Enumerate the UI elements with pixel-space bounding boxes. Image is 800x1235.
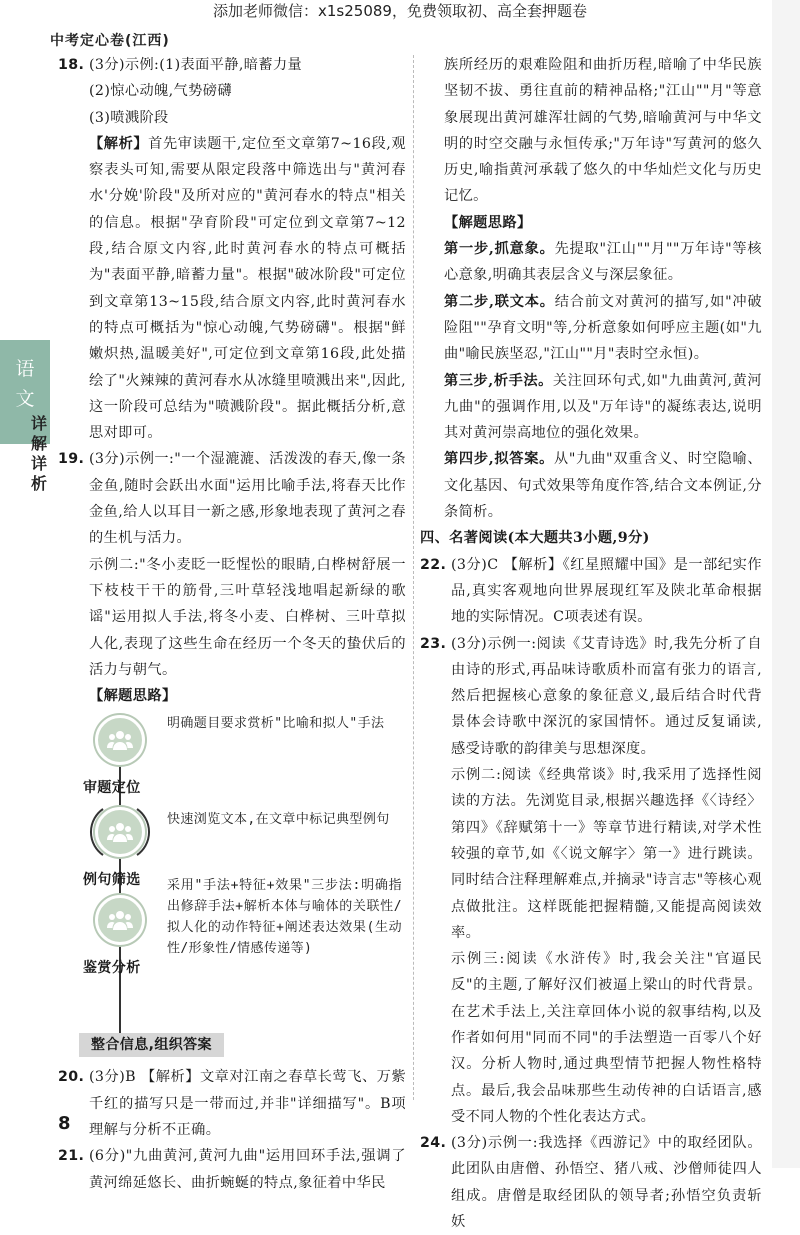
question-21-continued: 族所经历的艰难险阻和曲折历程,暗喻了中华民族坚韧不拔、勇往直前的精神品格;"江山""月"等意象展现出黄河雄浑壮阔的气势,暗喻黄河与中华文明的时空交融与永恒传承;"万年诗"写黄河的悠久历史,喻指黄河承载了悠久的中华灿烂文化与历史记忆。 (444, 57, 762, 205)
flow-stage (89, 801, 151, 863)
example-2: 示例二:阅读《经典常谈》时,我采用了选择性阅读的方法。先浏览目录,根据兴趣选择《〈诗经〉第四》《辞赋第十一》等章节进行精读,对学术性较强的章节,如《〈说文解字〉第一》进行跳读。同时结合注释理解难点,并摘录"诗言志"等核心观点做批注。这样既能把握精髓,又能提高阅读效率。 (451, 767, 762, 941)
example-1: (3分)示例一:阅读《艾青诗选》时,我先分析了自由诗的形式,再品味诗歌质朴而富有张力的语言,然后把握核心意象的象征意义,最后结合时代背景体会诗歌中深沉的家国情怀。通过反复诵读,感受诗歌的韵律美与思想深度。 (451, 635, 762, 757)
question-text: (3分)C 【解析】《红星照耀中国》是一部纪实作品,真实客观地向世界展现红军及陕北革命根据地的实际情况。C项表述有误。 (451, 556, 762, 626)
question-number: 18. (58, 57, 85, 73)
question-number: 24. (420, 1135, 447, 1152)
question-19 (58, 446, 406, 709)
question-24 (420, 1130, 762, 1235)
flow-stage-label: 审题定位 (83, 780, 141, 797)
page-header-title: 中考定心卷(江西) (50, 33, 170, 49)
question-22 (420, 552, 762, 631)
column-divider (413, 55, 414, 1100)
flow-stage-desc: 明确题目要求赏析"比喻和拟人"手法 (167, 716, 385, 732)
question-21 (58, 1143, 406, 1196)
question-number: 19. (58, 451, 85, 468)
group-icon (95, 895, 145, 945)
question-number: 20. (58, 1069, 85, 1086)
thinking-label: 【解题思路】 (89, 688, 177, 705)
flow-final-step: 整合信息,组织答案 (79, 1033, 224, 1057)
step-3: 第三步,析手法。关注回环句式,如"九曲黄河,黄河九曲"的强调作用,以及"万年诗"的凝练表达,说明其对黄河崇高地位的强化效果。 (444, 372, 763, 442)
example-3: 示例三:阅读《水浒传》时,我会关注"官逼民反"的主题,了解好汉们被逼上梁山的时代背景。在艺术手法上,关注章回体小说的叙事结构,以及作者如何用"同而不同"的手法塑造一百零八个好汉。分析人物时,通过典型情节把握人物性格特点。最后,我会品味那些生动传神的白话语言,感受不同人物的个性化表达方式。 (451, 951, 762, 1125)
question-number: 21. (58, 1148, 85, 1165)
question-text: (6分)"九曲黄河,黄河九曲"运用回环手法,强调了黄河绵延悠长、曲折蜿蜒的特点,象征着中华民 (89, 1148, 406, 1191)
answer-line: (3)喷溅阶段 (89, 109, 169, 126)
analysis (89, 131, 406, 447)
question-text: (3分)B 【解析】文章对江南之春草长莺飞、万紫千红的描写只是一带而过,并非"详细描写"。B项理解与分析不正确。 (89, 1069, 406, 1139)
question-23 (420, 631, 762, 1131)
flow-stage-label: 例句筛选 (83, 872, 141, 889)
analysis-label: 【解析】 (89, 135, 149, 152)
question-number: 22. (420, 556, 447, 573)
step-4: 第四步,拟答案。从"九曲"双重含义、时空隐喻、文化基因、句式效果等角度作答,结合文本例证,分条简析。 (444, 451, 762, 521)
subject-char-1: 语 (15, 358, 35, 380)
right-column (420, 52, 762, 1235)
flow-stage-desc: 快速浏览文本,在文章中标记典型例句 (167, 812, 390, 828)
flow-stage-desc: 采用"手法+特征+效果"三步法:明确指出修辞手法+解析本体与喻体的关联性/拟人化的动作特征+阐述表达效果(生动性/形象性/情感传递等) (167, 878, 402, 957)
question-text: (3分)示例一:我选择《西游记》中的取经团队。此团队由唐僧、孙悟空、猪八戒、沙僧师徒四人组成。唐僧是取经团队的领导者;孙悟空负责斩妖 (451, 1135, 762, 1231)
thinking-label: 【解题思路】 (444, 214, 532, 231)
question-20 (58, 1064, 406, 1143)
step-1: 第一步,抓意象。先提取"江山""月""万年诗"等核心意象,明确其表层含义与深层象征。 (444, 241, 762, 284)
subject-char-2: 文 (15, 388, 35, 410)
flow-stage (89, 709, 151, 771)
group-icon (95, 715, 145, 765)
left-column (58, 52, 406, 1196)
analysis-text: 首先审读题干,定位至文章第7~16段,观察表头可知,需要从限定段落中筛选出与"黄河春水'分娩'阶段"及所对应的"黄河春水的特点"相关的信息。根据"孕育阶段"可定位到文章第7~12段,结合原文内容,此时黄河春水的特点可概括为"表面平静,暗蓄力量"。根据"破冰阶段"可定位到文章第13~15段,结合原文内容,此时黄河春水的特点可概括为"惊心动魄,气势磅礴"。根据"鲜嫩炽热,温暖美好",可定位到文章第16段,此处描绘了"火辣辣的黄河春水从冰缝里喷溅出来",因此,这一阶段可总结为"喷溅阶段"。据此概括分析,意思对即可。 (89, 135, 406, 442)
flow-stage (89, 889, 151, 951)
answer-line: (2)惊心动魄,气势磅礴 (89, 83, 232, 100)
page-edge (772, 0, 800, 1168)
section-label: 详 解 详 析 (30, 414, 47, 493)
answer-line: (3分)示例:(1)表面平静,暗蓄力量 (89, 57, 303, 73)
page-number: 8 (58, 1113, 71, 1134)
question-18 (58, 52, 406, 446)
example-2: 示例二:"冬小麦眨一眨惺忪的眼睛,白桦树舒展一下枝枝干干的筋骨,三叶草轻浅地唱起新绿的歌谣"运用拟人手法,将冬小麦、白桦树、三叶草拟人化,表现了这些生命在经历一个冬天的蛰伏后的活力与朝气。 (89, 556, 406, 678)
promo-banner: 添加老师微信：x1s25089，免费领取初、高全套押题卷 (213, 2, 587, 20)
flow-stage-label: 鉴赏分析 (83, 960, 141, 977)
section-heading: 四、名著阅读(本大题共3小题,9分) (420, 530, 650, 547)
example-1: (3分)示例一:"一个湿漉漉、活泼泼的春天,像一条金鱼,随时会跃出水面"运用比喻手法,将春天比作金鱼,给人以耳目一新之感,形象地表现了黄河之春的生机与活力。 (89, 451, 406, 547)
thinking-flowchart (83, 709, 406, 1064)
step-2: 第二步,联文本。结合前文对黄河的描写,如"冲破险阻""孕育文明"等,分析意象如何呼应主题(如"九曲"喻民族坚忍,"江山""月"表时空永恒)。 (444, 293, 762, 363)
question-number: 23. (420, 635, 447, 652)
